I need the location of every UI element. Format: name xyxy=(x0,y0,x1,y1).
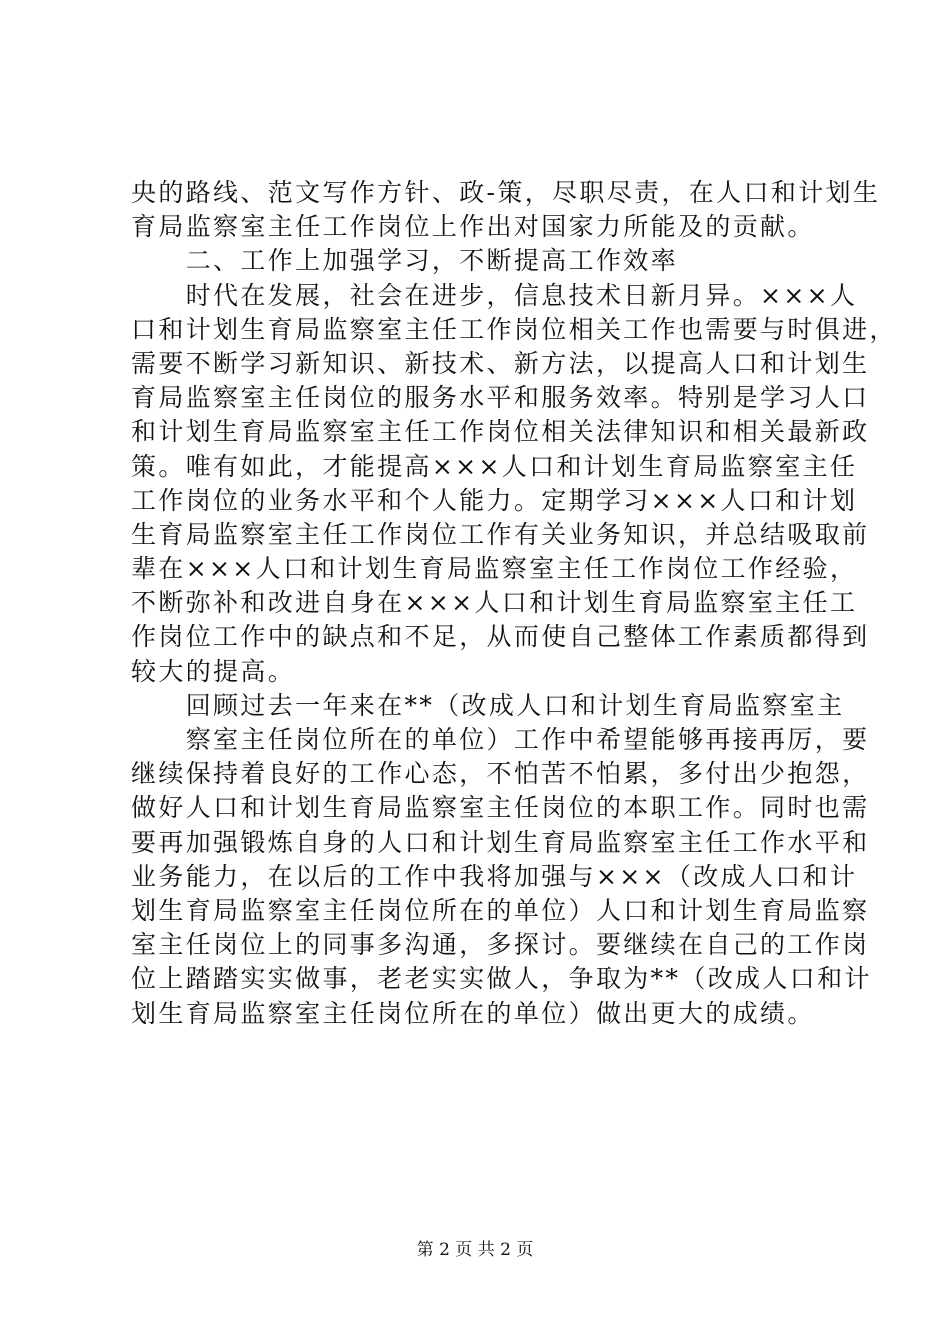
document-body xyxy=(131,176,897,1031)
text-line: 做好人口和计划生育局监察室主任岗位的本职工作。同时也需 xyxy=(131,793,870,823)
text-line: 和计划生育局监察室主任工作岗位相关法律知识和相关最新政 xyxy=(131,417,870,447)
text-line: 要再加强锻炼自身的人口和计划生育局监察室主任工作水平和 xyxy=(131,827,870,857)
text-line: 作岗位工作中的缺点和不足，从而使自己整体工作素质都得到 xyxy=(131,622,870,652)
text-line: 生育局监察室主任工作岗位工作有关业务知识，并总结吸取前 xyxy=(131,519,870,549)
text-line: 时代在发展，社会在进步，信息技术日新月异。×××人 xyxy=(131,280,858,310)
text-line: 策。唯有如此，才能提高×××人口和计划生育局监察室主任 xyxy=(131,451,858,481)
text-line: 室主任岗位上的同事多沟通，多探讨。要继续在自己的工作岗 xyxy=(131,930,870,960)
text-line: 工作岗位的业务水平和个人能力。定期学习×××人口和计划 xyxy=(131,485,858,515)
text-line: 需要不断学习新知识、新技术、新方法，以提高人口和计划生 xyxy=(131,348,870,378)
text-line: 继续保持着良好的工作心态，不怕苦不怕累，多付出少抱怨， xyxy=(131,759,870,789)
section-heading: 二、工作上加强学习，不断提高工作效率 xyxy=(131,246,679,276)
text-line: 业务能力，在以后的工作中我将加强与×××（改成人口和计 xyxy=(131,861,858,891)
text-line: 回顾过去一年来在**（改成人口和计划生育局监察室主 xyxy=(131,690,845,720)
text-line: 口和计划生育局监察室主任工作岗位相关工作也需要与时俱进， xyxy=(131,314,897,344)
text-line: 育局监察室主任岗位的服务水平和服务效率。特别是学习人口 xyxy=(131,383,870,413)
text-line: 育局监察室主任工作岗位上作出对国家力所能及的贡献。 xyxy=(131,212,815,242)
text-line: 较大的提高。 xyxy=(131,656,296,686)
text-line: 央的路线、范文写作方针、政-策，尽职尽责，在人口和计划生 xyxy=(131,178,881,207)
text-line: 察室主任岗位所在的单位）工作中希望能够再接再厉，要 xyxy=(131,725,870,754)
page-number-footer: 第 2 页 共 2 页 xyxy=(416,1240,534,1260)
text-line: 位上踏踏实实做事，老老实实做人，争取为**（改成人口和计 xyxy=(131,964,872,994)
text-line: 辈在×××人口和计划生育局监察室主任工作岗位工作经验， xyxy=(131,554,858,584)
text-line: 划生育局监察室主任岗位所在的单位）人口和计划生育局监察 xyxy=(131,895,870,925)
text-line: 划生育局监察室主任岗位所在的单位）做出更大的成绩。 xyxy=(131,998,815,1028)
text-line: 不断弥补和改进自身在×××人口和计划生育局监察室主任工 xyxy=(131,588,858,618)
